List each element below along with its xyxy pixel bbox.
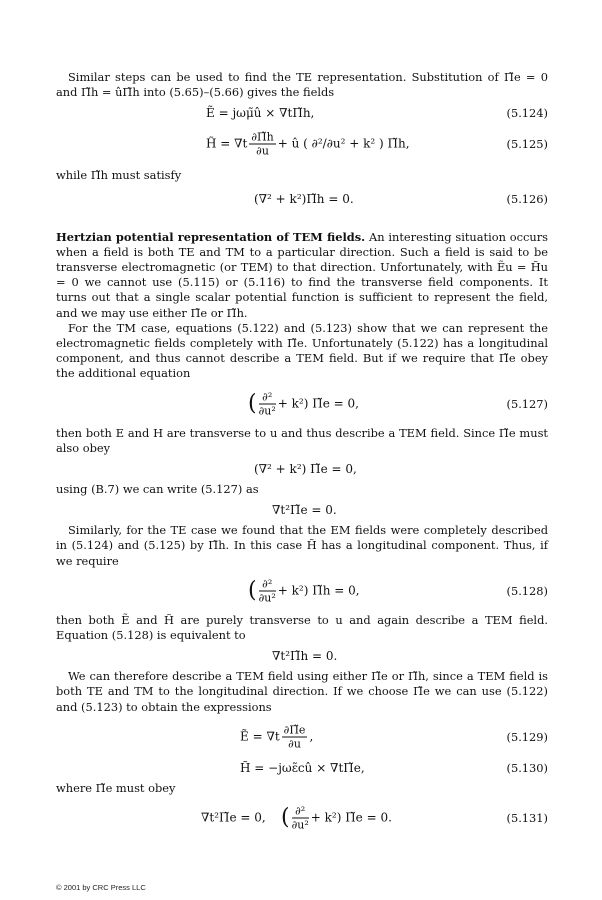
page-content [56,70,548,840]
equation-5-125: H̃ = ∇t $\frac{\partial\Pĩh}{\partial u}$ + û ( ∂²/∂u² + k² ) Π̃h, (5.125) [206,130,548,158]
equation-5-127: ( $\frac{\text{∂²}}{\text{∂u²}}$ + k²) Π̃e = 0, (5.127) [248,390,548,418]
paragraph-while: while Π̃h must satisfy [56,168,182,183]
equation-5-128: ( $\frac{\text{∂²}}{\text{∂u²}}$ + k²) Π̃h = 0, (5.128) [248,577,548,605]
equation-5-129: Ẽ = ∇t $\frac{\partial\Pĩe}{\partial u}$ , (5.129) [240,723,548,751]
section-heading: Hertzian potential representation of TEM fields. [56,229,366,244]
paragraph-choose: We can therefore describe a TEM field using either Π̃e or Π̃h, since a TEM field is both TE and TM to the longitudinal direction. If we choose Π̃e we can use (5.122) and (5.123) to obtain the expressions [56,669,548,714]
equation-5-126: (∇² + k²)Π̃h = 0. (5.126) [254,191,548,206]
paragraph-tem-heading: Hertzian potential representation of TEM fields. An interesting situation occurs when a field is both TE and TM to a particular direction. Such a field is said to be transverse electromagnetic (or TEM) to that direction. Unfortunately, with Ẽu = H̃u = 0 we cannot use (5.115) or (5.116) to find the transverse field components. It turns out that a single scalar potential function is sufficient to represent the field, and we may use either Π̃e or Π̃h. [56,229,549,320]
equation-laplace-h: ∇t²Π̃h = 0. [272,649,338,664]
paragraph-tm-case: For the TM case, equations (5.122) and (5.123) show that we can represent the electromagnetic fields completely with Π̃e. Unfortunately (5.122) has a longitudinal component, and thus cannot describe a TEM field. But if we require that Π̃e obey the additional equation [56,320,548,381]
equation-laplace-e: ∇t²Π̃e = 0. [272,503,337,518]
paragraph-must-obey: where Π̃e must obey [56,780,176,795]
equation-5-130: H̃ = −jωε̃cû × ∇tΠ̃e, (5.130) [240,760,548,775]
paragraph-transverse: then both E and H are transverse to u and thus describe a TEM field. Since Π̃e must also obey [56,425,548,455]
copyright-footer: © 2001 by CRC Press LLC [56,883,146,892]
equation-5-124: Ẽ = jωμ̃û × ∇tΠ̃h, (5.124) [206,106,548,121]
equation-5-131: ∇t²Π̃e = 0, ( $\frac{\text{∂²}}{\text{∂u²}}$ + k²) Π̃e = 0. (5.131) [201,804,548,832]
paragraph-te-intro: Similar steps can be used to find the TE representation. Substitution of Π̃e = 0 and Π̃h = ûΠ̃h into (5.65)–(5.66) gives the fields [56,70,548,100]
paragraph-equivalent: then both Ẽ and H̃ are purely transverse to u and again describe a TEM field. Equation (5.128) is equivalent to [56,612,548,643]
equation-helmholtz-e: (∇² + k²) Π̃e = 0, [254,462,357,477]
paragraph-using-b7: using (B.7) we can write (5.127) as [56,482,259,497]
paragraph-te-case: Similarly, for the TE case we found that the EM fields were completely described in (5.124) and (5.125) by Π̃h. In this case H̃ has a longitudinal component. Thus, if we require [56,523,548,568]
